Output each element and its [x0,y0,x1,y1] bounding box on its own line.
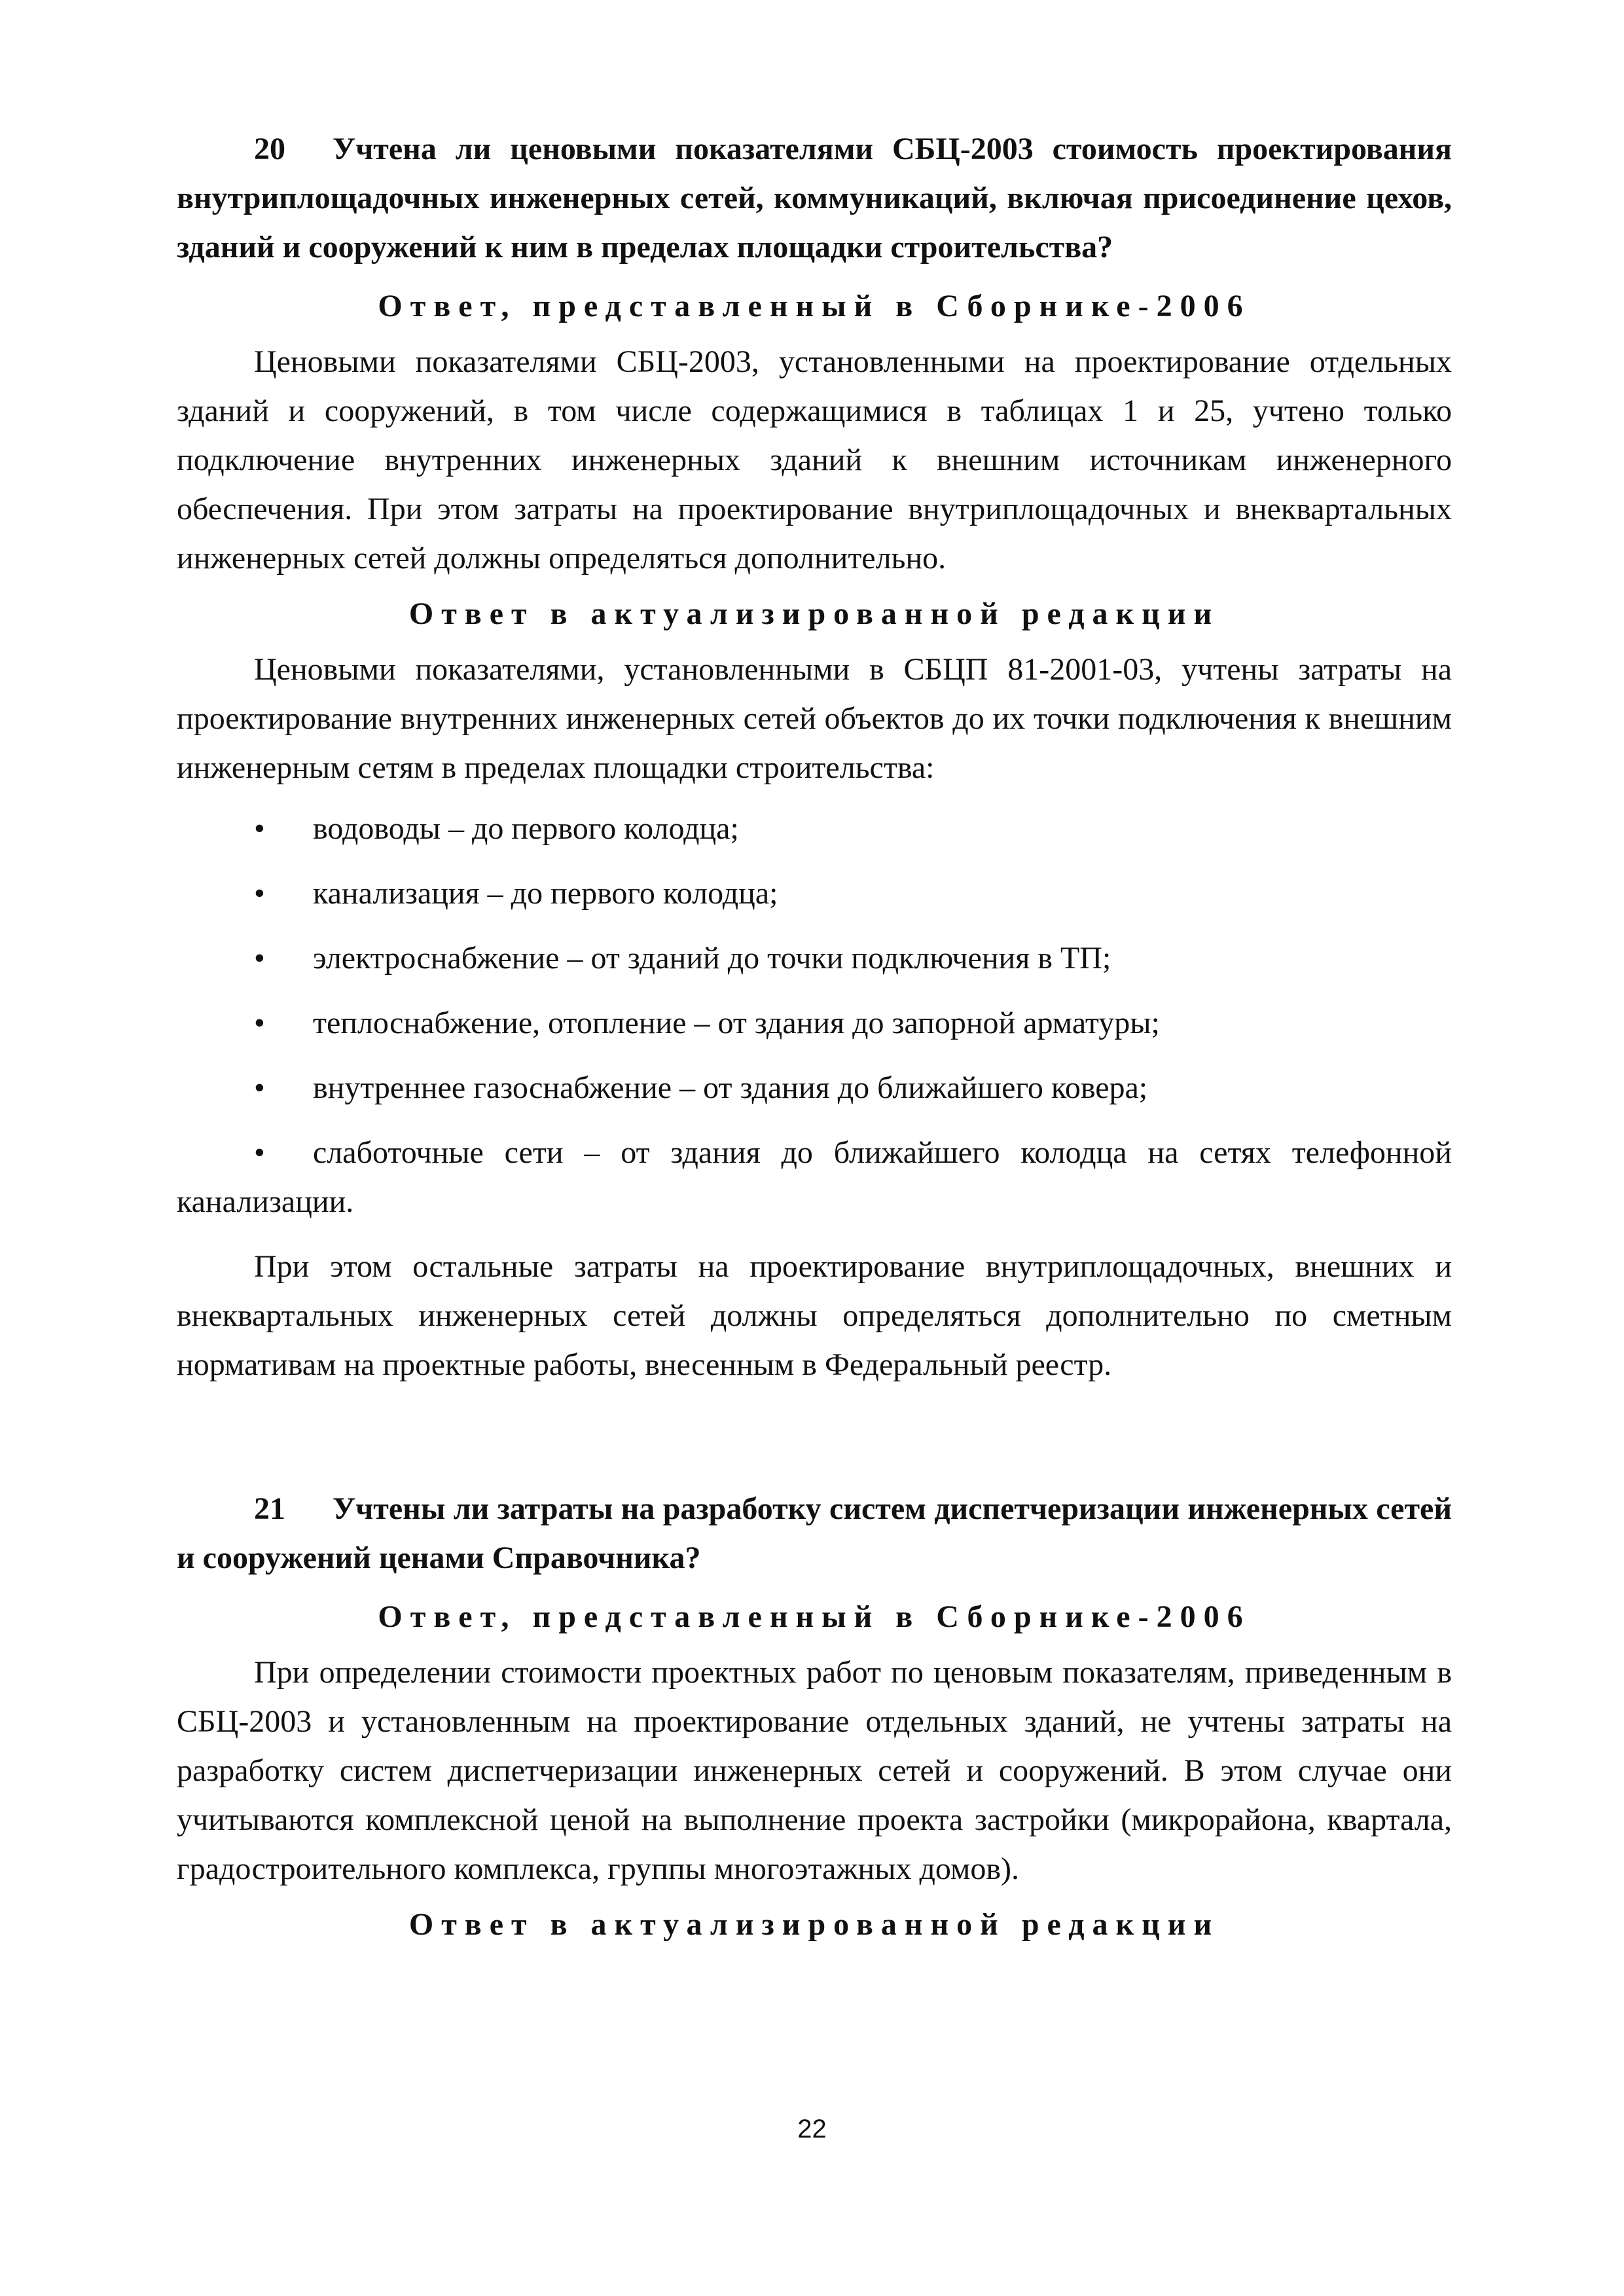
list-item: • водоводы – до первого колодца; [177,804,1452,853]
heading-answer-2006: Ответ, представленный в Сборнике-2006 [378,1599,1251,1634]
list-item: • электроснабжение – от зданий до точки подключения в ТП; [177,934,1452,983]
bullet-list [177,804,1452,1226]
heading-answer-updated: Ответ в актуализированной редакции [408,1907,1220,1942]
answer-2006-text: При определении стоимости проектных работ по ценовым показателям, приведенным в СБЦ-2003 и установленным на проектирование отдельных зданий, не учтены затраты на разработку систем диспетчеризации инженерных сетей и сооружений. В этом случае они учитываются комплексной ценой на выполнение проекта застройки (микрорайона, квартала, градостроительного комплекса, группы многоэтажных домов). [177,1655,1452,1886]
bullet-icon: • [254,876,265,911]
bullet-icon: • [254,941,265,975]
answer-updated-outro: При этом остальные затраты на проектирование внутриплощадочных, внешних и внеквартальных инженерных сетей должны определяться дополнительно по сметным нормативам на проектные работы, внесенным в Федеральный реестр. [177,1249,1452,1382]
heading-answer-updated: Ответ в актуализированной редакции [408,596,1220,631]
document-page [177,124,1452,1949]
answer-updated-intro: Ценовыми показателями, установленными в СБЦП 81-2001-03, учтены затраты на проектирование внутренних инженерных сетей объектов до их точки подключения к внешним инженерным сетям в пределах площадки строительства: [177,652,1452,785]
list-item: • внутреннее газоснабжение – от здания до ближайшего ковера; [177,1063,1452,1112]
bullet-icon: • [254,811,265,846]
bullet-icon: • [254,1006,265,1040]
question-21 [177,1484,1452,1582]
question-number: 21 [254,1491,285,1526]
page-number: 22 [797,2115,827,2143]
list-item: • слаботочные сети – от здания до ближайшего колодца на сетях телефонной канализации. [177,1128,1452,1226]
answer-2006-text: Ценовыми показателями СБЦ-2003, установленными на проектирование отдельных зданий и сооружений, в том числе содержащимися в таблицах 1 и 25, учтено только подключение внутренних инженерных зданий к внешним источникам инженерного обеспечения. При этом затраты на проектирование внутриплощадочных и внеквартальных инженерных сетей должны определяться дополнительно. [177,344,1452,575]
list-item: • канализация – до первого колодца; [177,869,1452,918]
question-number: 20 [254,132,285,166]
list-item: • теплоснабжение, отопление – от здания до запорной арматуры; [177,998,1452,1048]
question-20 [177,124,1452,272]
bullet-icon: • [254,1070,265,1105]
question-text: Учтены ли затраты на разработку систем диспетчеризации инженерных сетей и сооружений ценами Справочника? [177,1491,1452,1575]
heading-answer-2006: Ответ, представленный в Сборнике-2006 [378,289,1251,323]
bullet-icon: • [254,1135,265,1170]
question-text: Учтена ли ценовыми показателями СБЦ-2003 стоимость проектирования внутриплощадочных инженерных сетей, коммуникаций, включая присоединение цехов, зданий и сооружений к ним в пределах площадки строительства? [177,132,1452,264]
